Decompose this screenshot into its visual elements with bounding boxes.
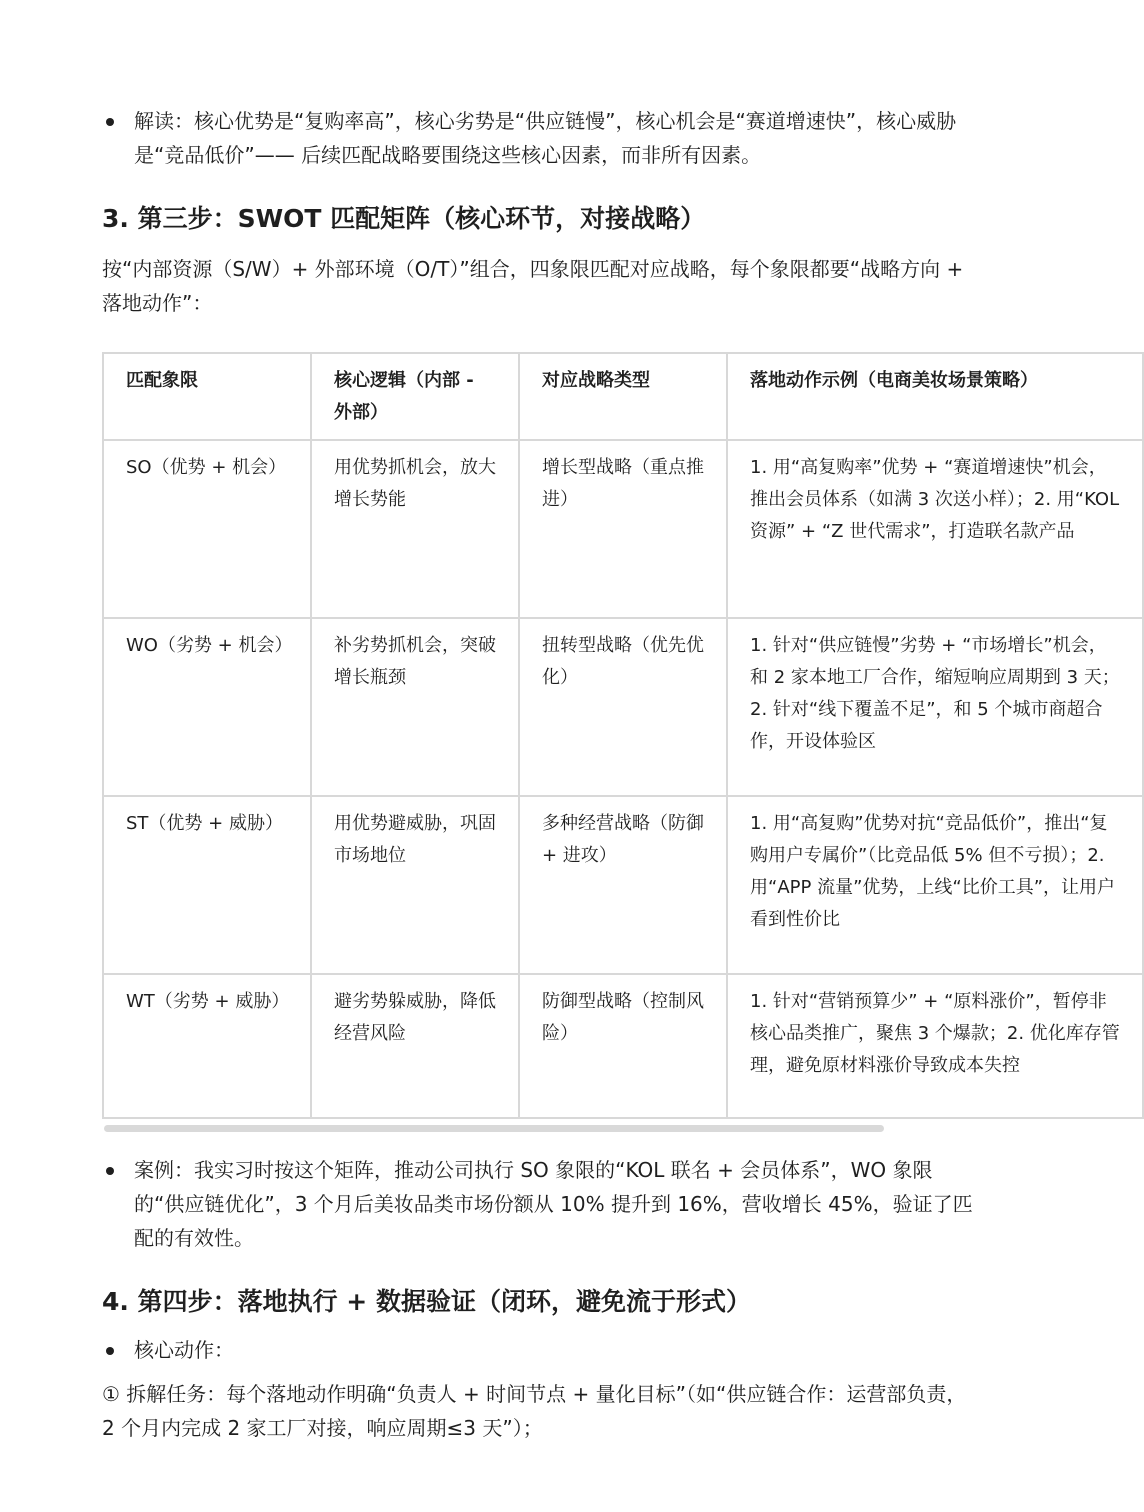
interpretation-bullet: 解读：核心优势是“复购率高”，核心劣势是“供应链慢”，核心机会是“赛道增速快”，核心威胁是“竞品低价”—— 后续匹配战略要围绕这些核心因素，而非所有因素。 — [102, 104, 976, 172]
header-core-logic: 核心逻辑（内部 - 外部） — [311, 353, 519, 440]
header-strategy-type: 对应战略类型 — [519, 353, 727, 440]
table-horizontal-scrollbar[interactable] — [102, 1123, 976, 1133]
step3-intro: 按“内部资源（S/W）+ 外部环境（O/T）”组合，四象限匹配对应战略，每个象限都要“战略方向 + 落地动作”： — [102, 257, 964, 315]
core-action-bullet: 核心动作： — [102, 1333, 976, 1367]
table-row-wt — [103, 974, 1143, 1118]
header-quadrant: 匹配象限 — [103, 353, 311, 440]
step3-heading: 3. 第三步：SWOT 匹配矩阵（核心环节，对接战略） — [102, 204, 706, 233]
cell-quadrant: WO（劣势 + 机会） — [103, 618, 311, 796]
table-row-wo — [103, 618, 1143, 796]
cell-strategy-type: 扭转型战略（优先优化） — [519, 618, 727, 796]
cell-strategy-type: 多种经营战略（防御 + 进攻） — [519, 796, 727, 974]
cell-action-example: 1. 用“高复购率”优势 + “赛道增速快”机会，推出会员体系（如满 3 次送小样）；2. 用“KOL 资源” + “Z 世代需求”，打造联名款产品 — [727, 440, 1143, 618]
cell-action-example: 1. 针对“营销预算少” + “原料涨价”，暂停非核心品类推广，聚焦 3 个爆款；2. 优化库存管理，避免原材料涨价导致成本失控 — [727, 974, 1143, 1118]
case-bullet: 案例：我实习时按这个矩阵，推动公司执行 SO 象限的“KOL 联名 + 会员体系”，WO 象限的“供应链优化”，3 个月后美妆品类市场份额从 10% 提升到 16%，营收增长 45%，验证了匹配的有效性。 — [102, 1153, 976, 1255]
scrollbar-thumb[interactable] — [104, 1125, 884, 1132]
table-row-so — [103, 440, 1143, 618]
task-breakdown: ① 拆解任务：每个落地动作明确“负责人 + 时间节点 + 量化目标”（如“供应链合作：运营部负责，2 个月内完成 2 家工厂对接，响应周期≤3 天”）； — [102, 1382, 967, 1440]
cell-quadrant: WT（劣势 + 威胁） — [103, 974, 311, 1118]
cell-core-logic: 用优势避威胁，巩固市场地位 — [311, 796, 519, 974]
swot-matrix-table-container[interactable] — [102, 352, 1120, 1119]
cell-core-logic: 补劣势抓机会，突破增长瓶颈 — [311, 618, 519, 796]
cell-action-example: 1. 针对“供应链慢”劣势 + “市场增长”机会，和 2 家本地工厂合作，缩短响应周期到 3 天；2. 针对“线下覆盖不足”，和 5 个城市商超合作，开设体验区 — [727, 618, 1143, 796]
cell-quadrant: ST（优势 + 威胁） — [103, 796, 311, 974]
cell-core-logic: 用优势抓机会，放大增长势能 — [311, 440, 519, 618]
swot-matrix-table — [102, 352, 1144, 1119]
cell-quadrant: SO（优势 + 机会） — [103, 440, 311, 618]
document-body — [102, 104, 1120, 1445]
header-action-example: 落地动作示例（电商美妆场景策略） — [727, 353, 1143, 440]
cell-action-example: 1. 用“高复购”优势对抗“竞品低价”，推出“复购用户专属价”（比竞品低 5% 但不亏损）；2. 用“APP 流量”优势，上线“比价工具”，让用户看到性价比 — [727, 796, 1143, 974]
cell-strategy-type: 增长型战略（重点推进） — [519, 440, 727, 618]
step4-heading: 4. 第四步：落地执行 + 数据验证（闭环，避免流于形式） — [102, 1287, 751, 1316]
cell-core-logic: 避劣势躲威胁，降低经营风险 — [311, 974, 519, 1118]
table-row-st — [103, 796, 1143, 974]
table-header-row — [103, 353, 1143, 440]
cell-strategy-type: 防御型战略（控制风险） — [519, 974, 727, 1118]
